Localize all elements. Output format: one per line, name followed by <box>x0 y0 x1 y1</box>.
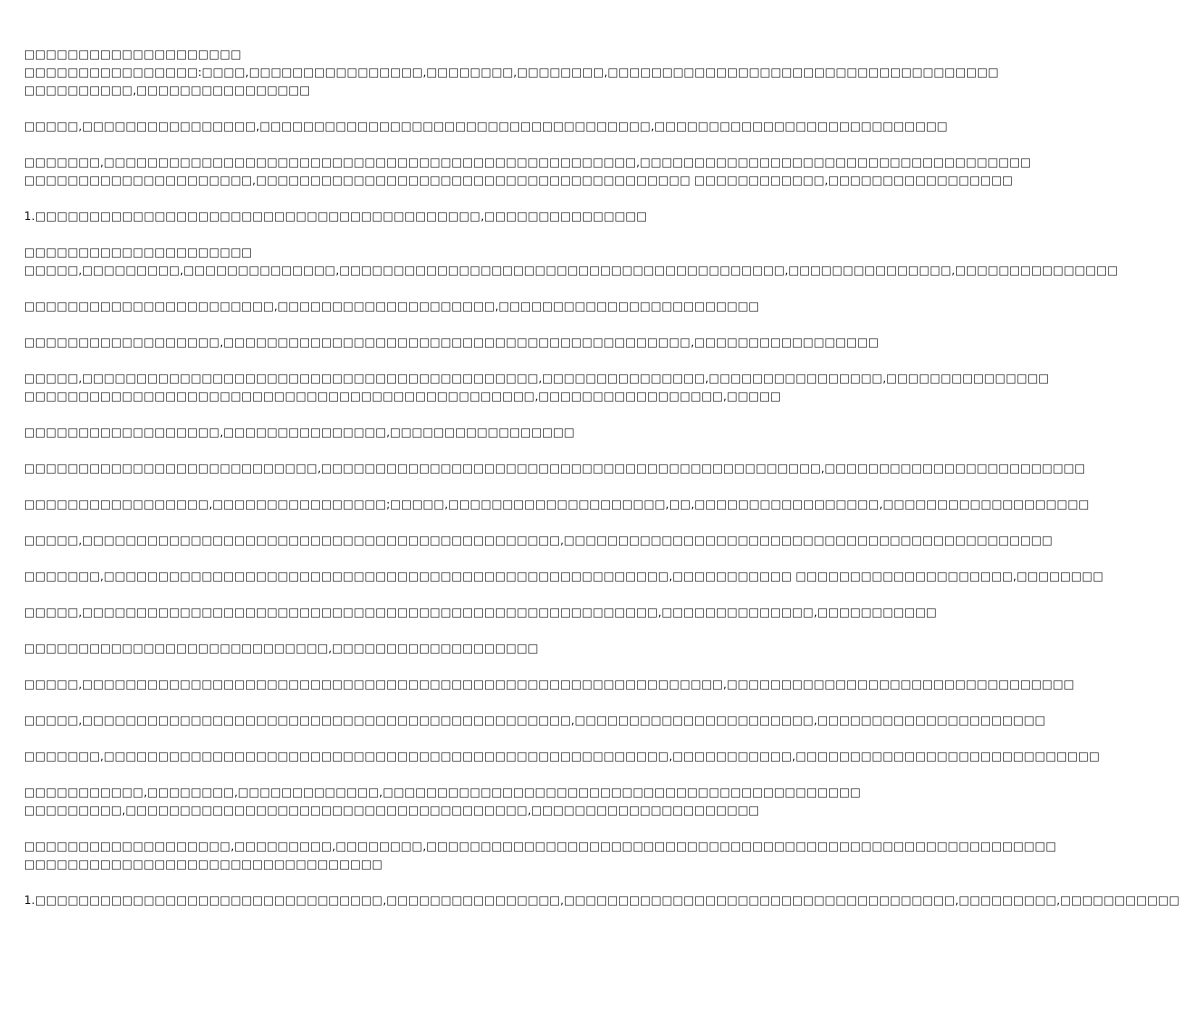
text-line: □□□□□□□□□□□□□□□□□□□□□,□□□□□□□□□□□□□□□□□□□□□□□□□□□□□□□□□□□□□□□□ □□□□□□□□□□□□,□□□□□□□□□□□□□□□□□ <box>24 173 1013 187</box>
text-line: □□□□□□□□□□□□□□□□□□□,□□□□□□□□□,□□□□□□□□,□□□□□□□□□□□□□□□□□□□□□□□□□□□□□□□□□□□□□□□□□□□□□□□□□□□□□□□□□□ <box>24 839 1057 853</box>
paragraph <box>24 333 879 351</box>
text-line: □□□□□□□□□□□□□□□□□□□□□□□□□□□□□□□□□ <box>24 857 383 871</box>
text-line: □□□□□,□□□□□□□□□,□□□□□□□□□□□□□□,□□□□□□□□□□□□□□□□□□□□□□□□□□□□□□□□□□□□□□□□□,□□□□□□□□□□□□□□□,□□□□□□□□□□□□□□□ <box>24 263 1118 277</box>
text-line: □□□□□□□□□□□□□□□□□□□□ <box>24 47 242 61</box>
paragraph <box>24 567 1104 585</box>
text-line: □□□□□□□□□□□□□□□□□□,□□□□□□□□□□□□□□□,□□□□□□□□□□□□□□□□□ <box>24 425 575 439</box>
paragraph <box>24 243 1118 279</box>
paragraph <box>24 459 1086 477</box>
text-line: □□□□□,□□□□□□□□□□□□□□□□□□□□□□□□□□□□□□□□□□□□□□□□□□□□□□□□□□□□□□□□□□□,□□□□□□□□□□□□□□□□□□□□□□□□□□□□□□□□ <box>24 677 1075 691</box>
text-line: □□□□□,□□□□□□□□□□□□□□□□□□□□□□□□□□□□□□□□□□□□□□□□□□,□□□□□□□□□□□□□□□,□□□□□□□□□□□□□□□□,□□□□□□□□□□□□□□□ <box>24 371 1050 385</box>
text-line: □□□□□□□□□□□□□□□□:□□□□,□□□□□□□□□□□□□□□□,□□□□□□□□,□□□□□□□□,□□□□□□□□□□□□□□□□□□□□□□□□□□□□□□□□□□□□ <box>24 65 999 79</box>
text-line: □□□□□□□□□□□□□□□□□□□□□□□□□□□,□□□□□□□□□□□□□□□□□□□□□□□□□□□□□□□□□□□□□□□□□□□□□□,□□□□□□□□□□□□□□□□□□□□□□□□ <box>24 461 1086 475</box>
paragraph <box>24 297 760 315</box>
text-line: □□□□□□□,□□□□□□□□□□□□□□□□□□□□□□□□□□□□□□□□□□□□□□□□□□□□□□□□□,□□□□□□□□□□□□□□□□□□□□□□□□□□□□□□□□□□□□ <box>24 155 1031 169</box>
paragraph <box>24 837 1057 873</box>
paragraph <box>24 531 1053 549</box>
text-line: 1.□□□□□□□□□□□□□□□□□□□□□□□□□□□□□□□□□□□□□□□□□,□□□□□□□□□□□□□□□ <box>24 209 648 223</box>
text-line: □□□□□□□□□□□□□□□□□□□□□ <box>24 245 253 259</box>
text-line: □□□□□,□□□□□□□□□□□□□□□□,□□□□□□□□□□□□□□□□□□□□□□□□□□□□□□□□□□□□,□□□□□□□□□□□□□□□□□□□□□□□□□□□ <box>24 119 948 133</box>
text-line: □□□□□□□□□□,□□□□□□□□□□□□□□□□ <box>24 83 311 97</box>
paragraph <box>24 711 1046 729</box>
paragraph <box>24 369 1050 405</box>
paragraph <box>24 639 696 657</box>
text-line: □□□□□□□□□□□□□□□□□,□□□□□□□□□□□□□□□□;□□□□□,□□□□□□□□□□□□□□□□□□□□,□□,□□□□□□□□□□□□□□□□□,□□□□□□□□□□□□□□□□□□□ <box>24 497 1090 511</box>
text-line: □□□□□,□□□□□□□□□□□□□□□□□□□□□□□□□□□□□□□□□□□□□□□□□□□□,□□□□□□□□□□□□□□□□□□□□□□□□□□□□□□□□□□□□□□□□□□□□□ <box>24 533 1053 547</box>
paragraph <box>24 495 1090 513</box>
text-line: □□□□□□□,□□□□□□□□□□□□□□□□□□□□□□□□□□□□□□□□□□□□□□□□□□□□□□□□□□□□,□□□□□□□□□□□,□□□□□□□□□□□□□□□□□□□□□□□□□□□□ <box>24 749 1100 763</box>
text-line: □□□□□□□□□□□,□□□□□□□□,□□□□□□□□□□□□□,□□□□□□□□□□□□□□□□□□□□□□□□□□□□□□□□□□□□□□□□□□□□ <box>24 785 861 799</box>
paragraph <box>24 783 861 819</box>
text-line: 1.□□□□□□□□□□□□□□□□□□□□□□□□□□□□□□□□,□□□□□□□□□□□□□□□□,□□□□□□□□□□□□□□□□□□□□□□□□□□□□□□□□□□□□,□□□□□□□□□,□□□□□□□□□□□ <box>24 893 1180 907</box>
paragraph <box>24 603 937 621</box>
text-line: □□□□□□□□□□□□□□□□□□□□□□□,□□□□□□□□□□□□□□□□□□□□,□□□□□□□□□□□□□□□□□□□□□□□□ <box>24 299 760 313</box>
text-line: □□□□□□□□□,□□□□□□□□□□□□□□□□□□□□□□□□□□□□□□□□□□□□□,□□□□□□□□□□□□□□□□□□□□□ <box>24 803 760 817</box>
text-line: □□□□□□□□□□□□□□□□□□,□□□□□□□□□□□□□□□□□□□□□□□□□□□□□□□□□□□□□□□□□□□,□□□□□□□□□□□□□□□□□ <box>24 335 879 349</box>
text-line: □□□□□,□□□□□□□□□□□□□□□□□□□□□□□□□□□□□□□□□□□□□□□□□□□□□,□□□□□□□□□□□□□□□□□□□□□□,□□□□□□□□□□□□□□□□□□□□□ <box>24 713 1046 727</box>
paragraph <box>24 423 696 441</box>
text-line: □□□□□□□,□□□□□□□□□□□□□□□□□□□□□□□□□□□□□□□□□□□□□□□□□□□□□□□□□□□□,□□□□□□□□□□□ □□□□□□□□□□□□□□□□□□□□,□□□□□□□□ <box>24 569 1104 583</box>
paragraph <box>24 747 1100 765</box>
paragraph <box>24 891 1180 909</box>
paragraph <box>24 45 999 99</box>
document-body <box>24 45 1180 927</box>
text-line: □□□□□,□□□□□□□□□□□□□□□□□□□□□□□□□□□□□□□□□□□□□□□□□□□□□□□□□□□□□,□□□□□□□□□□□□□□,□□□□□□□□□□□ <box>24 605 937 619</box>
paragraph <box>24 675 1075 693</box>
paragraph <box>24 153 1031 189</box>
paragraph <box>24 207 696 225</box>
text-line: □□□□□□□□□□□□□□□□□□□□□□□□□□□□,□□□□□□□□□□□□□□□□□□□ <box>24 641 539 655</box>
paragraph <box>24 117 948 135</box>
text-line: □□□□□□□□□□□□□□□□□□□□□□□□□□□□□□□□□□□□□□□□□□□□□□□,□□□□□□□□□□□□□□□□□,□□□□□ <box>24 389 782 403</box>
